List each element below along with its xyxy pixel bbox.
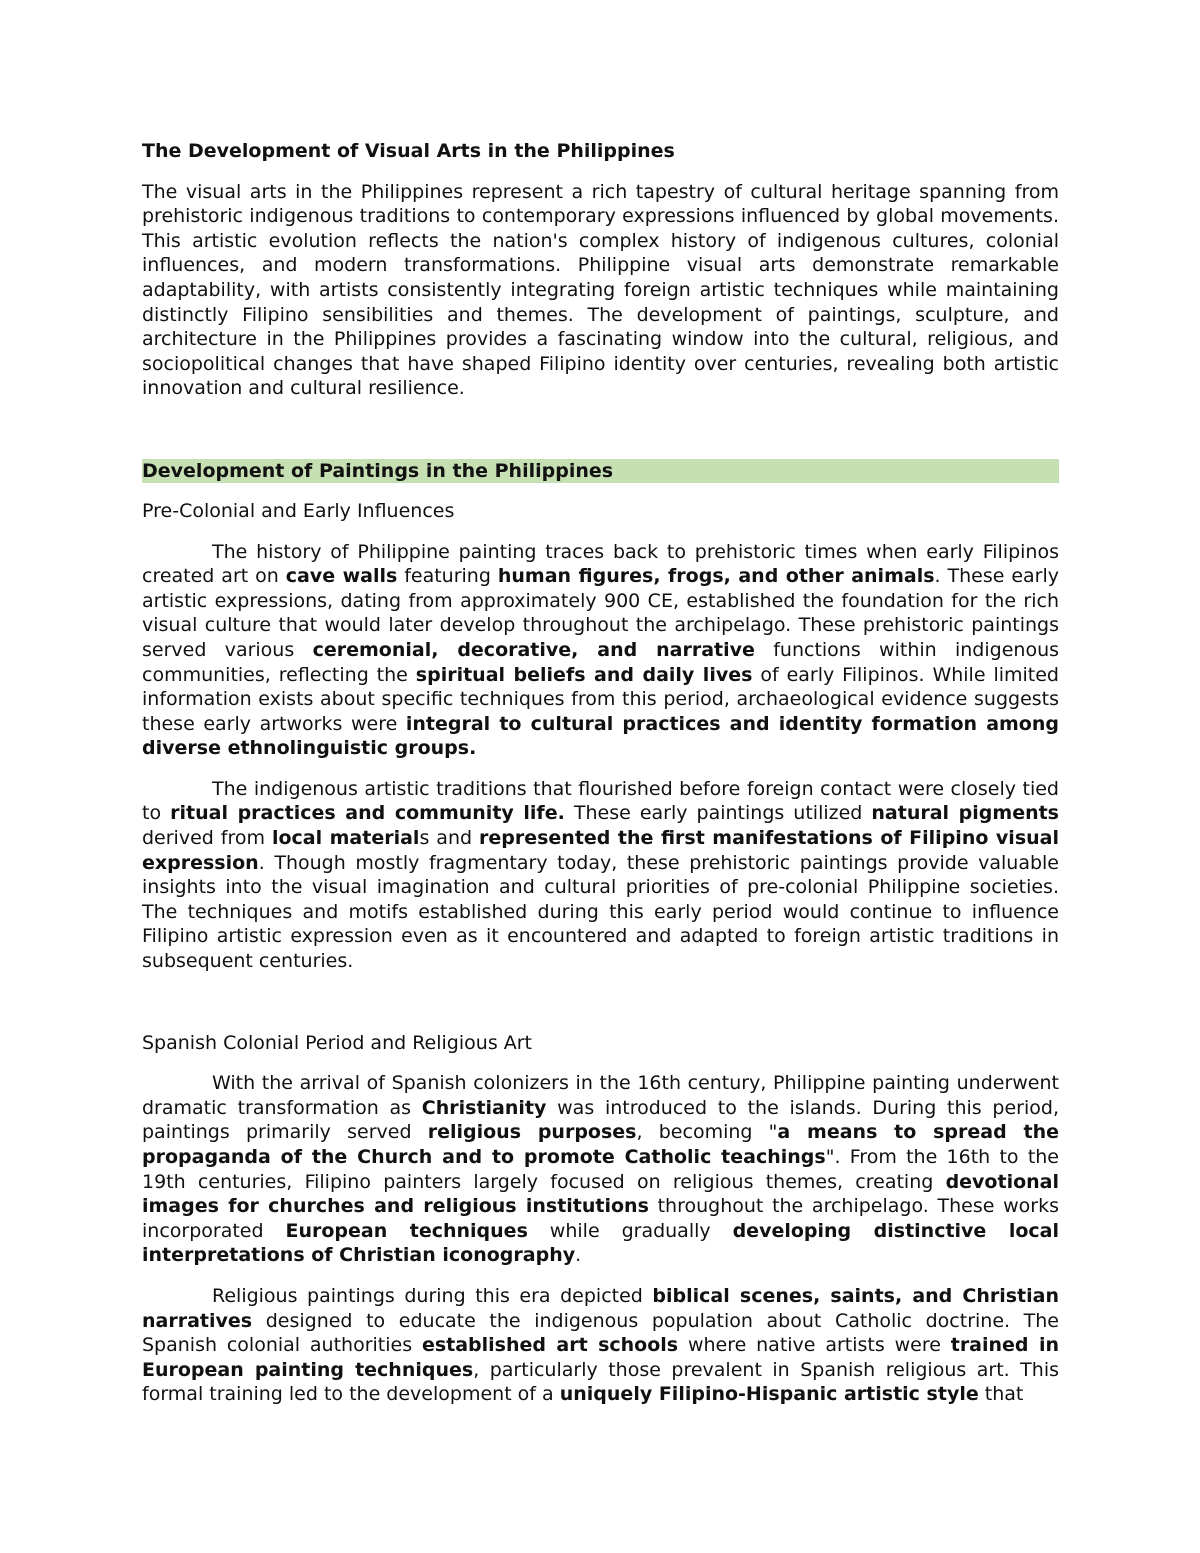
text-run: ". From the 16th to the 19th centuries, Filipino painters largely focused on religious themes, creating <box>142 1146 1059 1193</box>
text-run: that <box>978 1383 1024 1406</box>
bold-text: Christianity <box>421 1096 547 1119</box>
text-run: where native artists were <box>678 1334 951 1357</box>
text-run: , becoming " <box>636 1121 778 1144</box>
bold-text: trained in European painting techniques <box>142 1334 1059 1381</box>
bold-text: ritual practices and community life. <box>170 802 565 825</box>
text-run: With the arrival of Spanish colonizers in the 16th century, Philippine painting underwent dramatic transformation as <box>142 1072 1059 1119</box>
spacer <box>142 990 1059 1031</box>
text-run: Religious paintings during this era depicted <box>212 1284 653 1307</box>
text-run: . Though mostly fragmentary today, these prehistoric paintings provide valuable insights into the visual imagination and cultural priorities of pre-colonial Philippine societies. The techniques and motifs established during this early period would continue to influence Filipino artistic expression even as it encountered and adapted to foreign artistic traditions in subsequent centuries. <box>142 851 1059 973</box>
section-heading-paintings: Development of Paintings in the Philippines <box>142 459 1059 483</box>
text-run: designed to educate the indigenous population about Catholic doctrine. The Spanish colonial authorities <box>142 1309 1059 1357</box>
bold-text: religious purposes <box>427 1121 637 1144</box>
text-run: s and <box>419 827 479 850</box>
bold-text: established art schools <box>421 1334 679 1357</box>
text-run: The history of Philippine painting traces back to prehistoric times when early Filipinos created art on <box>142 540 1059 588</box>
text-run: derived from <box>142 827 272 850</box>
paragraph <box>142 1071 1059 1268</box>
text-run: . These early artistic expressions, dating from approximately 900 CE, established the foundation for the rich visual culture that would later develop throughout the archipelago. These prehistoric paintings served various <box>142 565 1059 661</box>
subsection-heading-spanish-colonial: Spanish Colonial Period and Religious Art <box>142 1031 533 1054</box>
intro-paragraph: The visual arts in the Philippines represent a rich tapestry of cultural heritage spanning from prehistoric indigenous traditions to contemporary expressions influenced by global movements. This artistic evolution reflects the nation's complex history of indigenous cultures, colonial influences, and modern transformations. Philippine visual arts demonstrate remarkable adaptability, with artists consistently integrating foreign artistic techniques while maintaining distinctly Filipino sensibilities and themes. The development of paintings, sculpture, and architecture in the Philippines provides a fascinating window into the cultural, religious, and sociopolitical changes that have shaped Filipino identity over centuries, revealing both artistic innovation and cultural resilience. <box>142 180 1059 400</box>
document-title: The Development of Visual Arts in the Philippines <box>142 140 675 162</box>
bold-text: a means to spread the propaganda of the Church and to promote Catholic teachings <box>142 1121 1059 1168</box>
text-run: These early paintings utilized <box>564 802 872 825</box>
bold-text: cave walls <box>285 565 398 588</box>
bold-text: represented the first manifestations of Filipino visual expression <box>142 827 1059 874</box>
bold-text: ceremonial, decorative, and narrative <box>312 638 755 661</box>
bold-text: integral to cultural practices and identity formation among diverse ethnolinguistic groups. <box>142 712 1059 760</box>
document-body <box>142 139 1059 1407</box>
bold-text: European techniques <box>285 1219 528 1242</box>
bold-text: spiritual beliefs and daily lives <box>415 663 753 686</box>
paragraph <box>142 540 1059 761</box>
text-run: while gradually <box>527 1219 733 1242</box>
bold-text: local material <box>271 827 420 850</box>
text-run: featuring <box>397 565 498 588</box>
bold-text: developing distinctive local interpretations of Christian iconography <box>142 1219 1059 1267</box>
bold-text: biblical scenes, saints, and Christian narratives <box>142 1284 1059 1332</box>
paragraph <box>142 1284 1059 1407</box>
subsection-heading-pre-colonial: Pre-Colonial and Early Influences <box>142 499 455 522</box>
text-run: functions within indigenous communities, reflecting the <box>142 638 1060 686</box>
text-run: throughout the archipelago. These works incorporated <box>142 1195 1059 1242</box>
text-run: was introduced to the islands. During this period, paintings primarily served <box>142 1096 1059 1144</box>
bold-text: uniquely Filipino-Hispanic artistic style <box>559 1383 979 1406</box>
bold-text: human figures, frogs, and other animals <box>497 565 935 588</box>
paragraph <box>142 777 1059 974</box>
bold-text: devotional images for churches and religious institutions <box>142 1170 1059 1218</box>
text-run: . <box>575 1244 582 1267</box>
text-run: , particularly those prevalent in Spanish religious art. This formal training led to the development of a <box>142 1358 1060 1406</box>
bold-text: natural pigments <box>871 802 1059 825</box>
text-run: The indigenous artistic traditions that flourished before foreign contact were closely tied to <box>142 777 1059 825</box>
text-run: of early Filipinos. While limited information exists about specific techniques from this period, archaeological evidence suggests these early artworks were <box>142 663 1059 735</box>
